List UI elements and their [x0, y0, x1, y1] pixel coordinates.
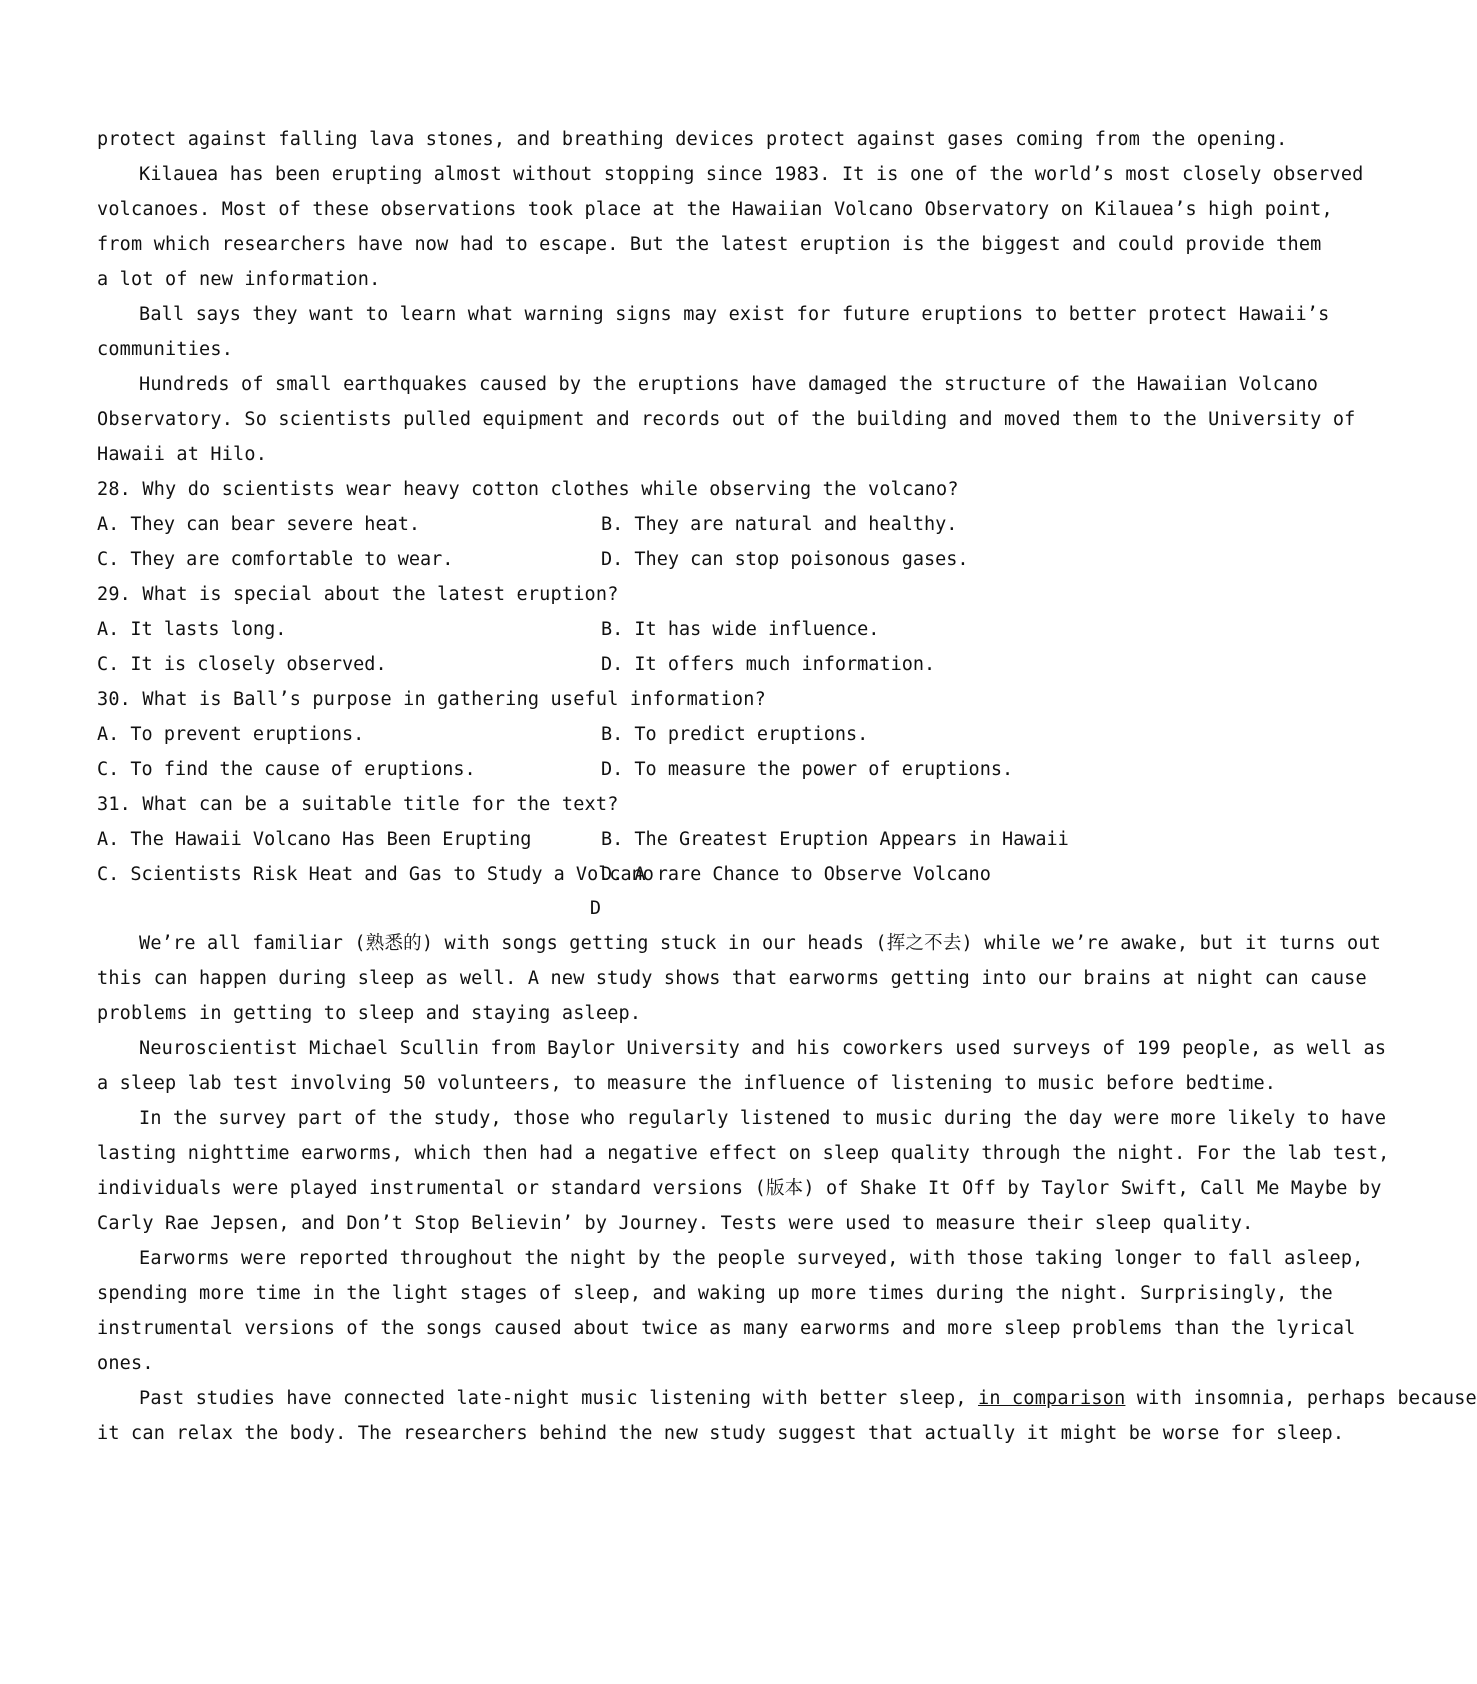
option-c[interactable]: C. They are comfortable to wear.	[97, 549, 454, 570]
option-a[interactable]: A. They can bear severe heat.	[97, 514, 421, 535]
option-a[interactable]: A. It lasts long.	[97, 619, 287, 640]
option-b[interactable]: B. To predict eruptions.	[601, 724, 869, 745]
option-b[interactable]: B. They are natural and healthy.	[601, 514, 958, 535]
option-b[interactable]: B. The Greatest Eruption Appears in Hawaii	[601, 829, 1069, 850]
paragraph-line: Ball says they want to learn what warning signs may exist for future eruptions to better protect Hawaii’s	[139, 304, 1330, 325]
text-segment: Past studies have connected late-night music listening with better sleep,	[139, 1388, 979, 1409]
paragraph-line: spending more time in the light stages of sleep, and waking up more times during the night. Surprisingly, the	[97, 1283, 1333, 1304]
paragraph-line: lasting nighttime earworms, which then had a negative effect on sleep quality through the night. For the lab test,	[97, 1143, 1390, 1164]
paragraph-line: communities.	[97, 339, 234, 360]
underlined-phrase: in comparison	[978, 1388, 1126, 1409]
paragraph-line: In the survey part of the study, those who regularly listened to music during the day were more likely to have	[139, 1108, 1387, 1129]
paragraph-line	[97, 1386, 1477, 1412]
question-stem: 29. What is special about the latest eruption?	[97, 584, 619, 605]
question-stem: 30. What is Ball’s purpose in gathering useful information?	[97, 689, 766, 710]
option-a[interactable]: A. To prevent eruptions.	[97, 724, 365, 745]
option-c[interactable]: C. To find the cause of eruptions.	[97, 759, 476, 780]
paragraph-line: Hundreds of small earthquakes caused by the eruptions have damaged the structure of the Hawaiian Volcano	[139, 374, 1319, 395]
paragraph-line: from which researchers have now had to escape. But the latest eruption is the biggest and could provide them	[97, 234, 1322, 255]
option-d[interactable]: D. They can stop poisonous gases.	[601, 549, 969, 570]
paragraph-line: protect against falling lava stones, and breathing devices protect against gases coming from the opening.	[97, 129, 1288, 150]
paragraph-line: Observatory. So scientists pulled equipment and records out of the building and moved them to the University of	[97, 409, 1356, 430]
paragraph-line: volcanoes. Most of these observations took place at the Hawaiian Volcano Observatory on Kilauea’s high point,	[97, 199, 1333, 220]
text-segment: with insomnia, perhaps because	[1125, 1388, 1477, 1409]
paragraph-line: instrumental versions of the songs caused about twice as many earworms and more sleep problems than the lyrical	[97, 1318, 1356, 1339]
paragraph-line: it can relax the body. The researchers behind the new study suggest that actually it might be worse for sleep.	[97, 1423, 1345, 1444]
paragraph-line: Neuroscientist Michael Scullin from Baylor University and his coworkers used surveys of 199 people, as well as	[139, 1038, 1387, 1059]
paragraph-line: Hawaii at Hilo.	[97, 444, 268, 465]
question-stem: 31. What can be a suitable title for the text?	[97, 794, 619, 815]
paragraph-line: problems in getting to sleep and staying asleep.	[97, 1003, 642, 1024]
paragraph-line: a lot of new information.	[97, 269, 381, 290]
paragraph-line: this can happen during sleep as well. A new study shows that earworms getting into our brains at night can cause	[97, 968, 1367, 989]
option-d[interactable]: D. A rare Chance to Observe Volcano	[601, 864, 991, 885]
paragraph-line: Earworms were reported throughout the night by the people surveyed, with those taking longer to fall asleep,	[139, 1248, 1364, 1269]
option-d[interactable]: D. It offers much information.	[601, 654, 936, 675]
paragraph-line: individuals were played instrumental or standard versions (版本) of Shake It Off by Taylor Swift, Call Me Maybe by	[97, 1178, 1382, 1199]
paragraph-line: a sleep lab test involving 50 volunteers, to measure the influence of listening to music before bedtime.	[97, 1073, 1277, 1094]
question-stem: 28. Why do scientists wear heavy cotton clothes while observing the volcano?	[97, 479, 959, 500]
paragraph-line: Carly Rae Jepsen, and Don’t Stop Believin’ by Journey. Tests were used to measure their sleep quality.	[97, 1213, 1254, 1234]
option-c[interactable]: C. Scientists Risk Heat and Gas to Study a Volcano	[97, 864, 654, 885]
option-b[interactable]: B. It has wide influence.	[601, 619, 880, 640]
paragraph-line: Kilauea has been erupting almost without stopping since 1983. It is one of the world’s most closely observed	[139, 164, 1364, 185]
option-d[interactable]: D. To measure the power of eruptions.	[601, 759, 1014, 780]
section-label: D	[589, 898, 602, 919]
option-a[interactable]: A. The Hawaii Volcano Has Been Erupting	[97, 829, 532, 850]
paragraph-line: We’re all familiar (熟悉的) with songs getting stuck in our heads (挥之不去) while we’re awake, but it turns out	[139, 933, 1382, 954]
option-c[interactable]: C. It is closely observed.	[97, 654, 387, 675]
paragraph-line: ones.	[97, 1353, 154, 1374]
